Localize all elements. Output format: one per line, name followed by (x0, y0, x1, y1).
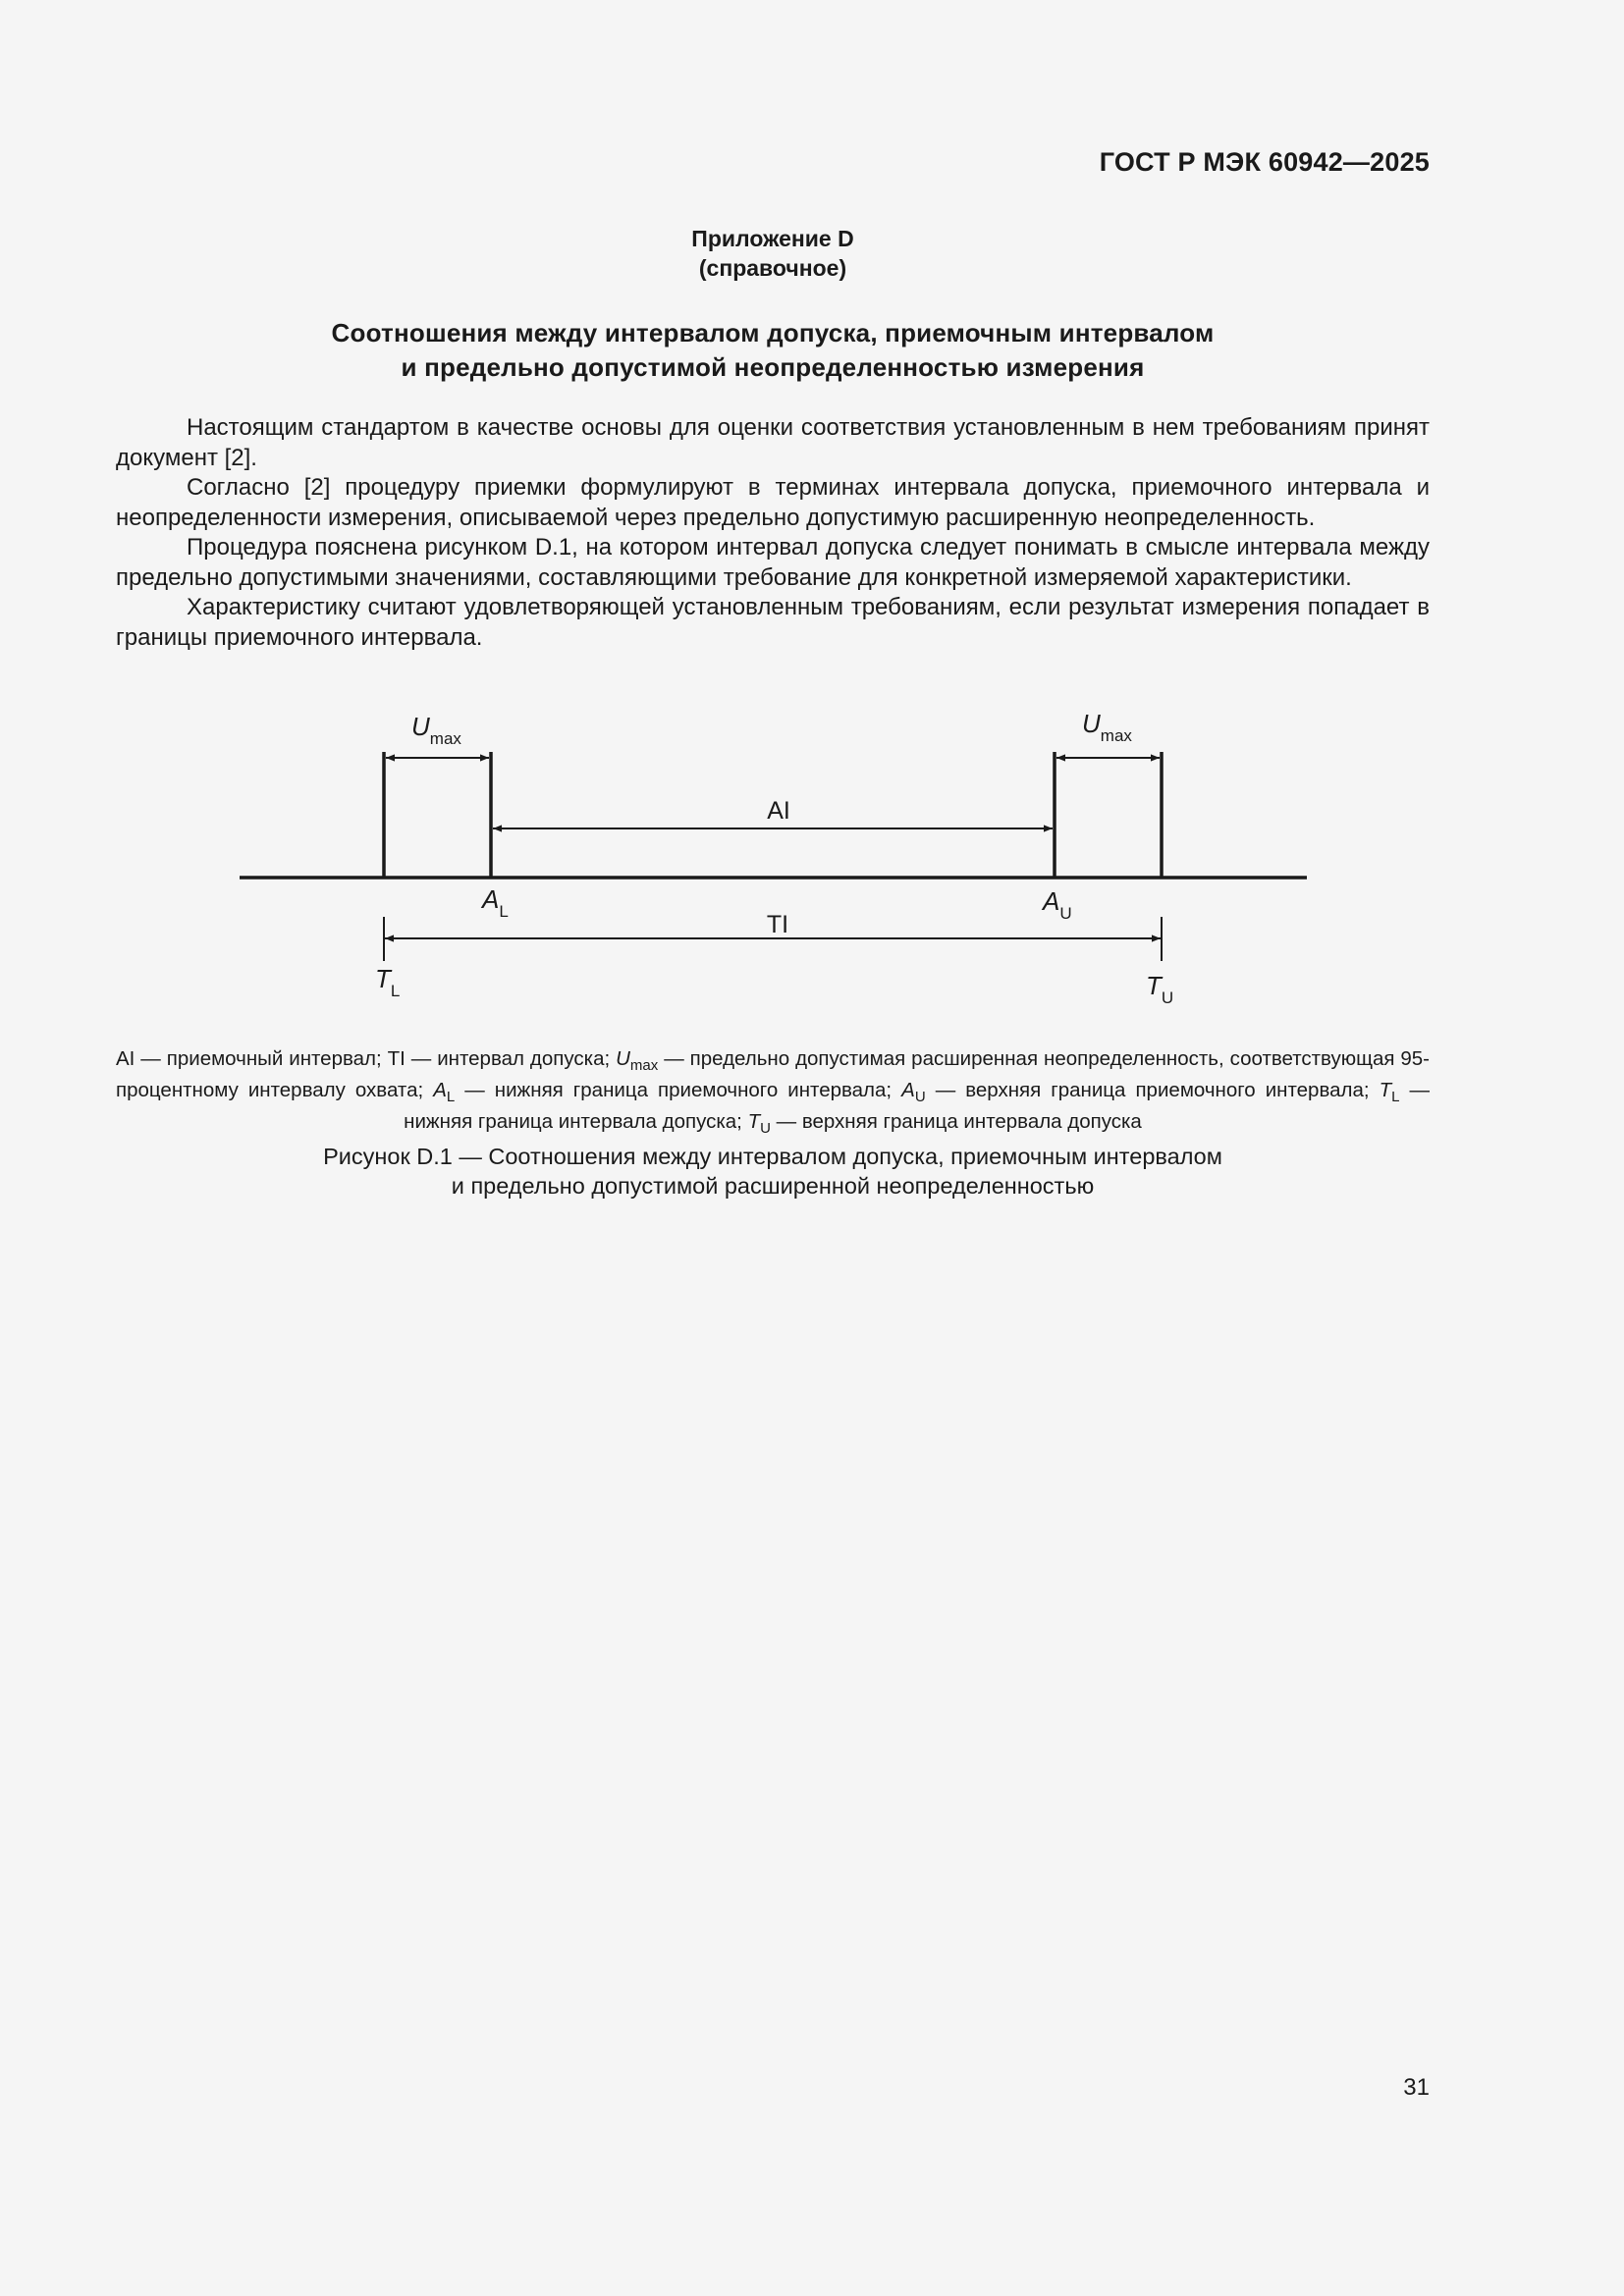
caption-line-1: Рисунок D.1 — Соотношения между интервалом допуска, приемочным интервалом (323, 1144, 1222, 1169)
paragraph-4: Характеристику считают удовлетворяющей установленным требованиям, если результат измерения попадает в границы приемочного интервала. (116, 594, 1430, 651)
legend-symbol: A (433, 1079, 447, 1102)
annex-title (0, 316, 1545, 385)
paragraph-2: Согласно [2] процедуру приемки формулируют в терминах интервала допуска, приемочного интервала и неопределенности измерения, описываемой через предельно допустимую расширенную неопределенность. (116, 474, 1430, 531)
figure-legend (116, 1046, 1430, 1141)
legend-subscript: max (629, 1057, 659, 1075)
legend-subscript: U (760, 1120, 771, 1138)
legend-text: — предельно допустимая расширенная неопределенность, соответствующая 95-процентному интервалу охвата; (116, 1047, 1431, 1102)
standard-id: ГОСТ Р МЭК 60942—2025 (1099, 147, 1430, 177)
ti-label: TI (766, 911, 789, 938)
legend-subscript: U (914, 1089, 926, 1106)
caption-line-2: и предельно допустимой расширенной неопределенностью (451, 1173, 1095, 1199)
legend-subscript: L (446, 1089, 456, 1106)
legend-symbol: A (901, 1079, 915, 1102)
legend-text: — верхняя граница интервала допуска (770, 1110, 1142, 1134)
tl-label: $T_L$ (375, 964, 401, 1000)
legend-text: — нижняя граница приемочного интервала; (455, 1079, 902, 1102)
page-number: 31 (1403, 2074, 1430, 2101)
paragraph-1: Настоящим стандартом в качестве основы для оценки соответствия установленным в нем требованиям принят документ [2]. (116, 414, 1430, 471)
legend-symbol: U (616, 1047, 630, 1070)
al-label: $A_L$ (482, 884, 509, 921)
annex-name: Приложение D (691, 226, 854, 251)
umax-left-label: $U_{max}$ (411, 712, 461, 748)
legend-text: — нижняя граница интервала допуска; (404, 1079, 1430, 1134)
figure-caption (0, 1142, 1545, 1201)
au-label: $A_U$ (1043, 886, 1072, 923)
umax-right-label: $U_{max}$ (1082, 709, 1132, 745)
paragraph-3: Процедура пояснена рисунком D.1, на котором интервал допуска следует понимать в смысле интервала между предельно допустимыми значениями, составляющими требование для конкретной измеряемой характеристики. (116, 534, 1430, 591)
annex-title-line-1: Соотношения между интервалом допуска, приемочным интервалом (331, 318, 1215, 347)
annex-heading (0, 224, 1545, 283)
annex-status: (справочное) (698, 255, 847, 281)
body-text (116, 413, 1430, 653)
tu-label: $T_U$ (1146, 971, 1174, 1007)
legend-subscript: L (1391, 1089, 1400, 1106)
interval-diagram (0, 687, 1624, 1021)
legend-symbol: T (747, 1110, 761, 1134)
legend-symbol: T (1379, 1079, 1392, 1102)
ai-label: AI (767, 797, 790, 825)
annex-title-line-2: и предельно допустимой неопределенностью измерения (401, 352, 1145, 382)
legend-text: — верхняя граница приемочного интервала; (925, 1079, 1380, 1102)
legend-text: AI — приемочный интервал; TI — интервал допуска; (116, 1047, 617, 1070)
